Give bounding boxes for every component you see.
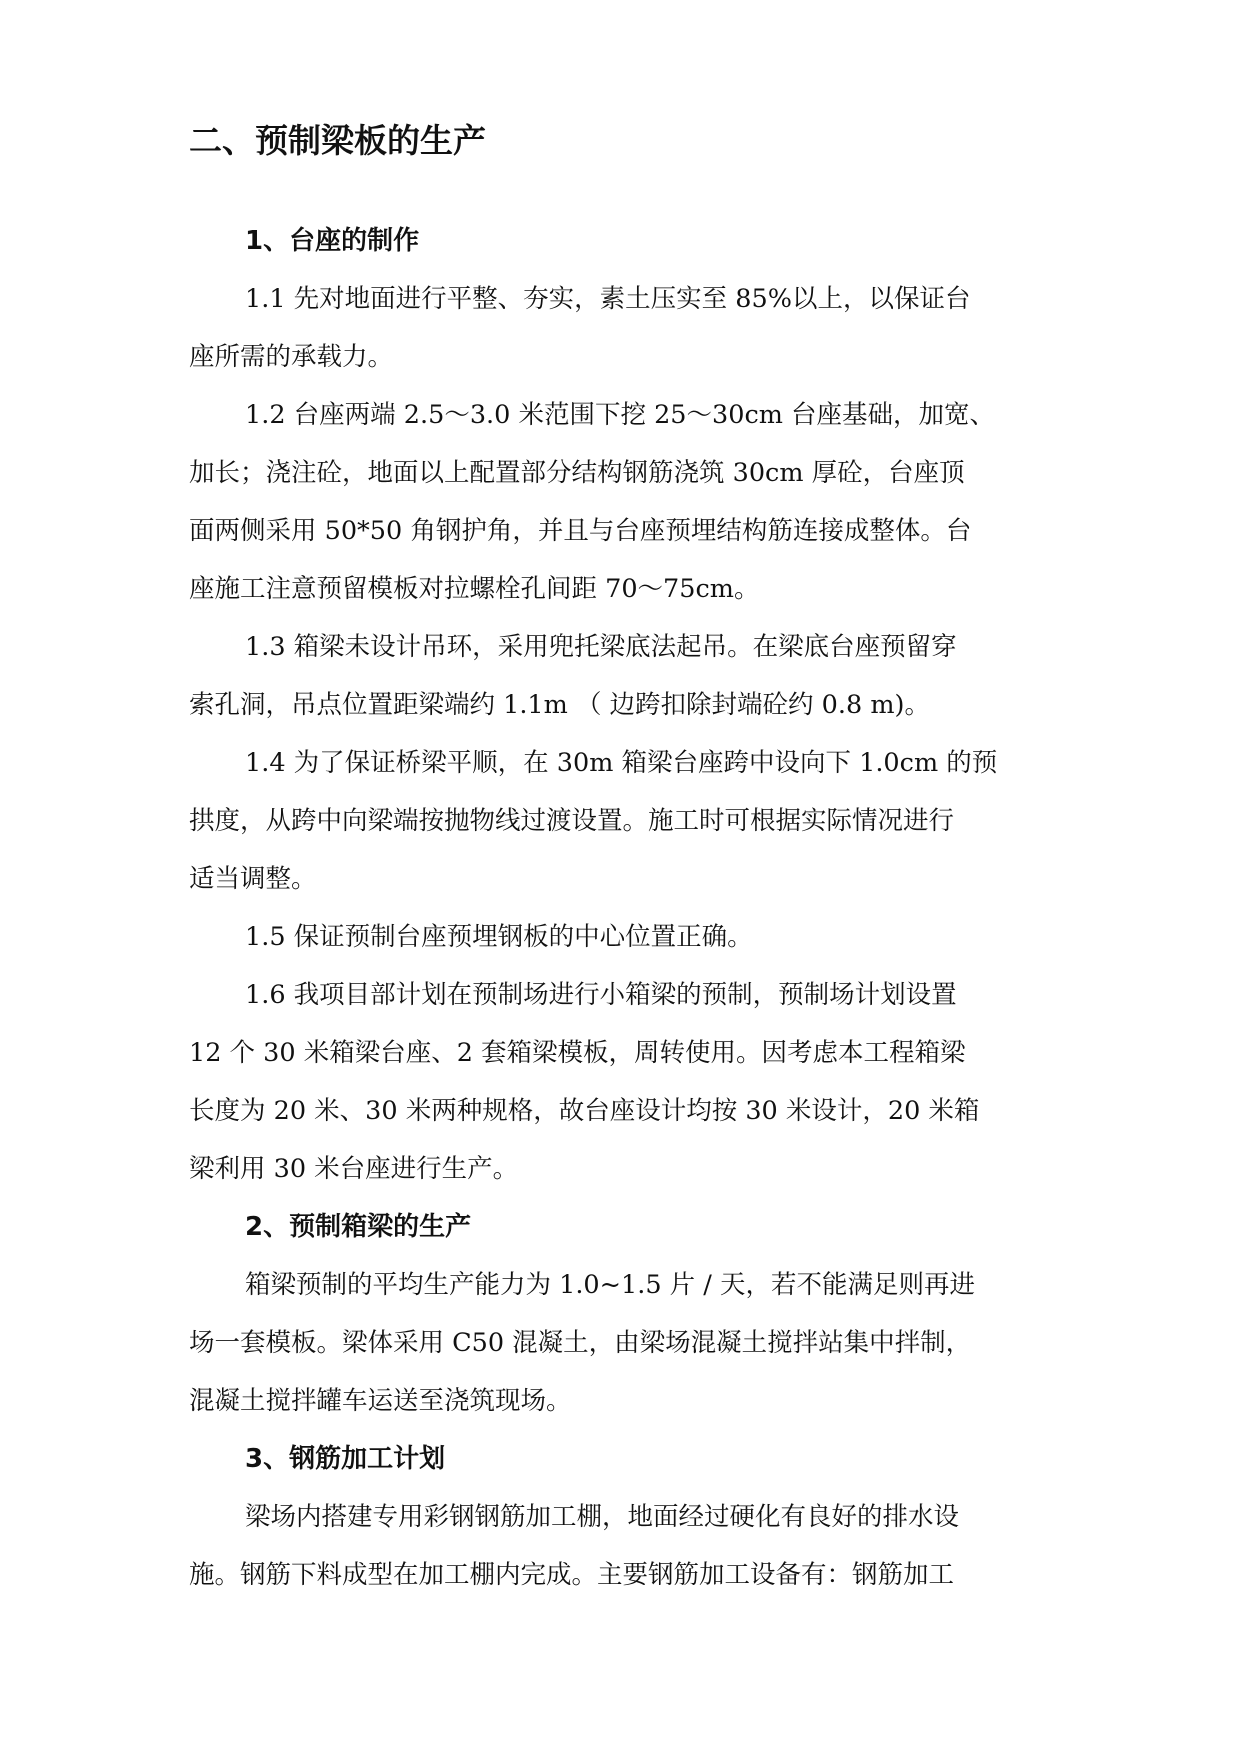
paragraph-line: 场一套模板。梁体采用 C50 混凝土，由梁场混凝土搅拌站集中拌制， <box>189 1328 972 1358</box>
paragraph-line: 座所需的承载力。 <box>189 342 394 372</box>
paragraph-1-3 <box>189 618 1053 734</box>
document-title: 二、预制梁板的生产 <box>189 121 486 160</box>
paragraph-line: 梁场内搭建专用彩钢钢筋加工棚，地面经过硬化有良好的排水设 <box>245 1502 960 1532</box>
paragraph-1-4 <box>189 734 1053 908</box>
paragraph-line: 1.6 我项目部计划在预制场进行小箱梁的预制，预制场计划设置 <box>245 980 957 1010</box>
paragraph-1-1 <box>189 270 1053 386</box>
paragraph-1-6 <box>189 966 1053 1198</box>
document-body <box>189 112 1053 1604</box>
paragraph-line: 加长；浇注砼，地面以上配置部分结构钢筋浇筑 30cm 厚砼，台座顶 <box>189 458 965 488</box>
section-3-heading: 3、钢筋加工计划 <box>245 1444 446 1474</box>
paragraph-2 <box>189 1256 1053 1430</box>
paragraph-line: 适当调整。 <box>189 864 317 894</box>
paragraph-line: 1.2 台座两端 2.5～3.0 米范围下挖 25～30cm 台座基础，加宽、 <box>245 400 996 430</box>
paragraph-line: 长度为 20 米、30 米两种规格，故台座设计均按 30 米设计，20 米箱 <box>189 1096 980 1126</box>
paragraph-line: 座施工注意预留模板对拉螺栓孔间距 70～75cm。 <box>189 574 760 604</box>
paragraph-line: 施。钢筋下料成型在加工棚内完成。主要钢筋加工设备有：钢筋加工 <box>189 1560 955 1590</box>
paragraph-line: 1.3 箱梁未设计吊环，采用兜托梁底法起吊。在梁底台座预留穿 <box>245 632 957 662</box>
section-1-heading: 1、台座的制作 <box>245 226 420 256</box>
paragraph-line: 12 个 30 米箱梁台座、2 套箱梁模板，周转使用。因考虑本工程箱梁 <box>189 1038 966 1068</box>
paragraph-line: 1.5 保证预制台座预埋钢板的中心位置正确。 <box>245 922 753 952</box>
paragraph-line: 索孔洞，吊点位置距梁端约 1.1m （ 边跨扣除封端砼约 0.8 m)。 <box>189 690 930 720</box>
paragraph-line: 1.4 为了保证桥梁平顺，在 30m 箱梁台座跨中设向下 1.0cm 的预 <box>245 748 998 778</box>
paragraph-line: 拱度，从跨中向梁端按抛物线过渡设置。施工时可根据实际情况进行 <box>189 806 955 836</box>
section-2-heading: 2、预制箱梁的生产 <box>245 1212 472 1242</box>
paragraph-1-2 <box>189 386 1053 618</box>
paragraph-line: 混凝土搅拌罐车运送至浇筑现场。 <box>189 1386 572 1416</box>
paragraph-line: 梁利用 30 米台座进行生产。 <box>189 1154 519 1184</box>
paragraph-line: 面两侧采用 50*50 角钢护角，并且与台座预埋结构筋连接成整体。台 <box>189 516 972 546</box>
paragraph-line: 箱梁预制的平均生产能力为 1.0~1.5 片 / 天，若不能满足则再进 <box>245 1270 975 1300</box>
paragraph-3 <box>189 1488 1053 1604</box>
paragraph-line: 1.1 先对地面进行平整、夯实，素土压实至 85%以上，以保证台 <box>245 284 971 314</box>
paragraph-1-5 <box>189 908 1053 966</box>
